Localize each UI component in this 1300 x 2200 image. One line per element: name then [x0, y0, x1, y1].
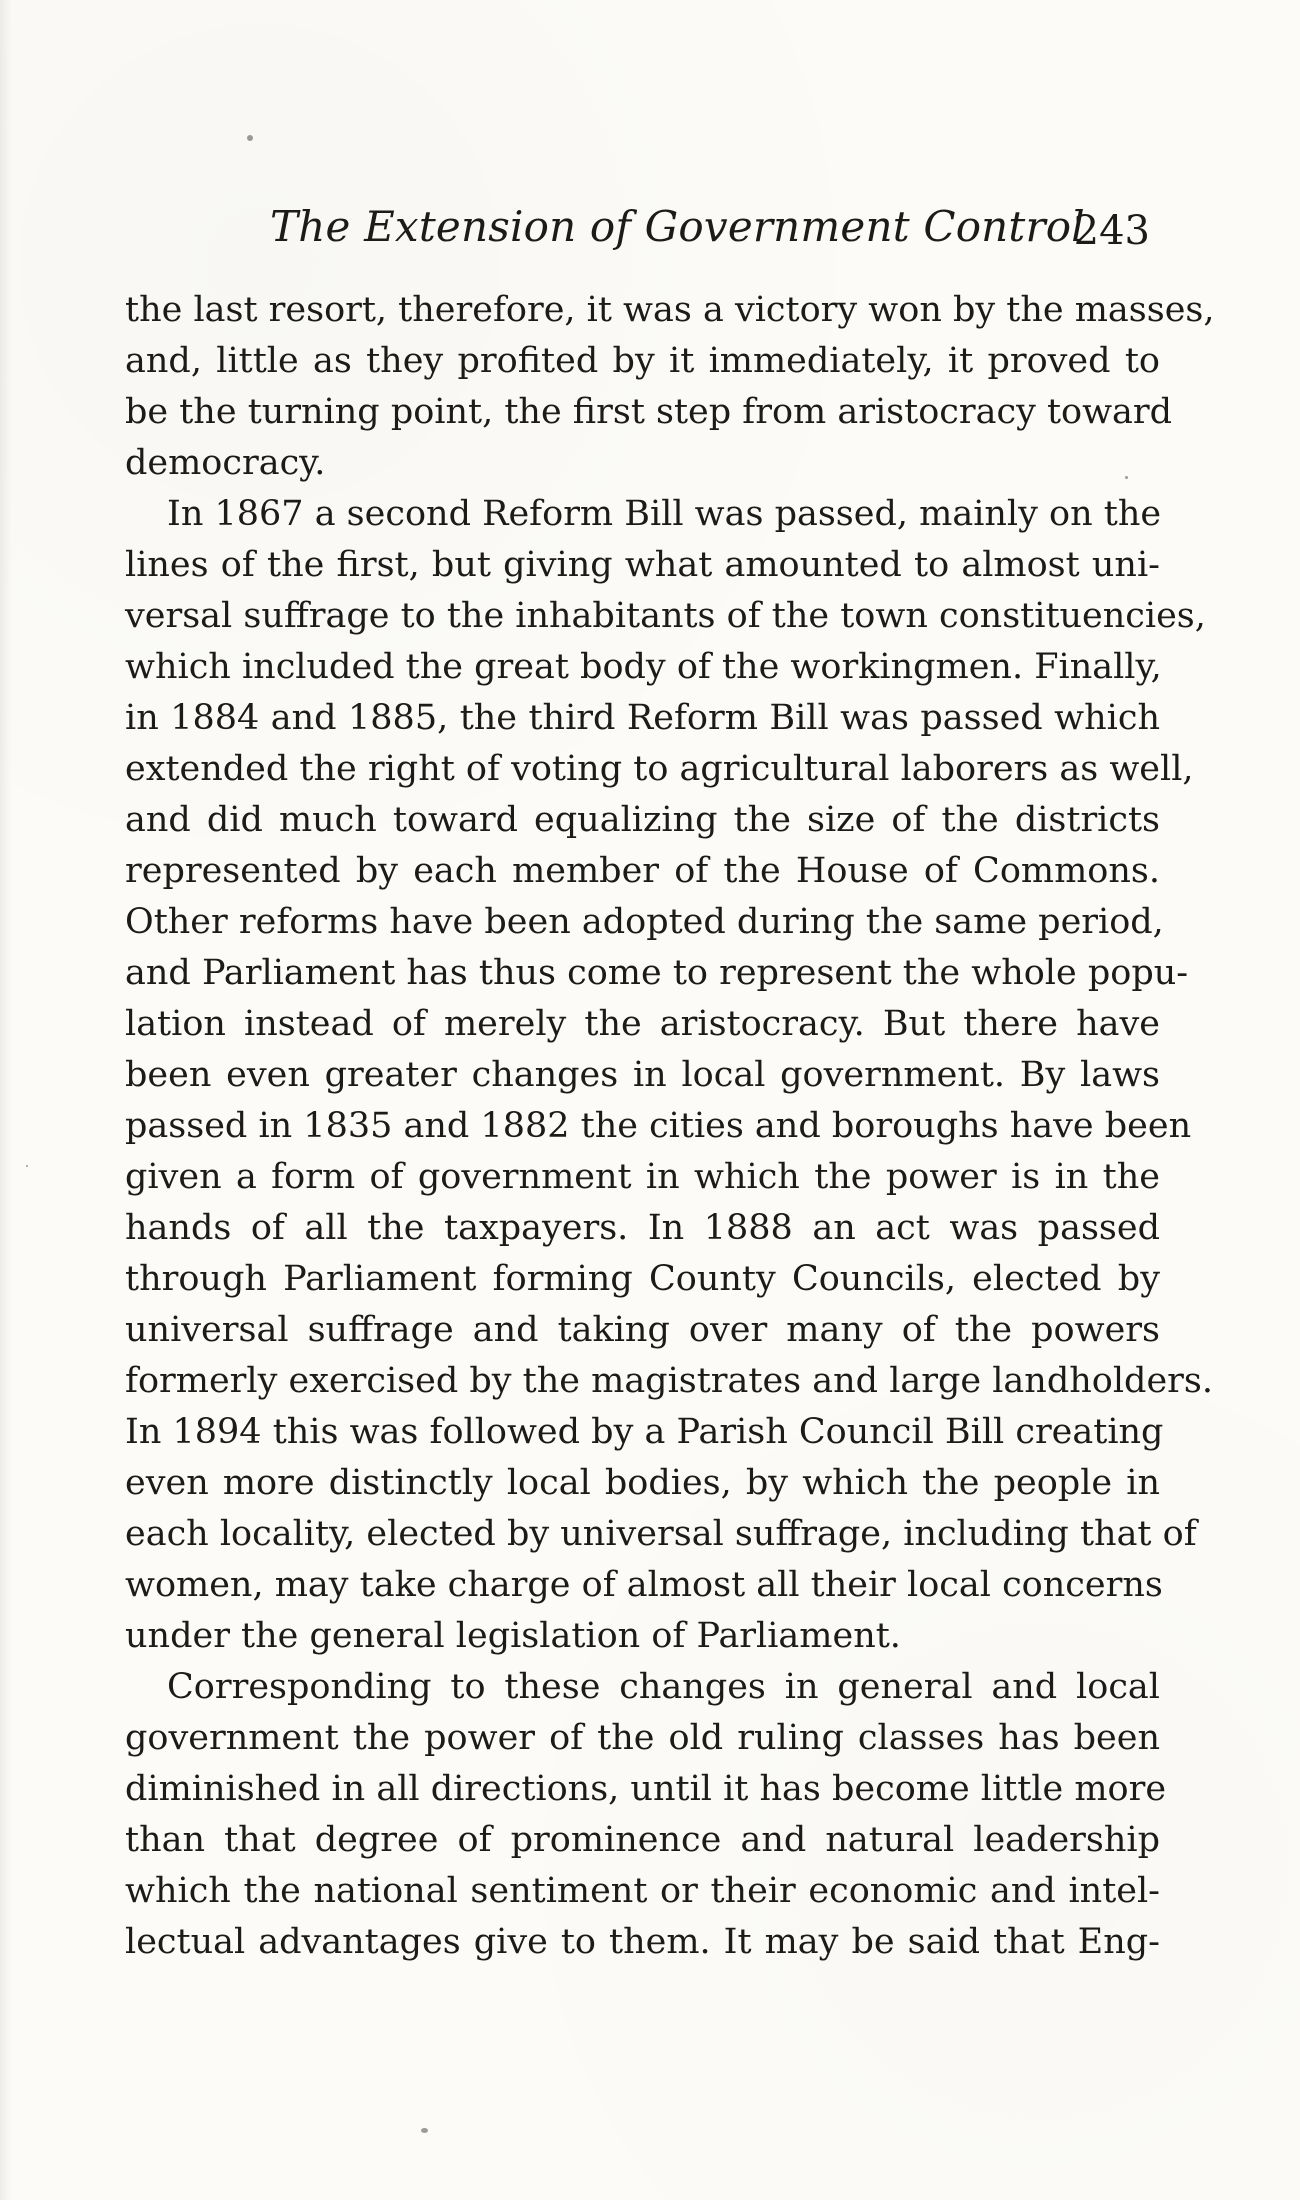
text-line: the last resort, therefore, it was a victory won by the masses,: [125, 290, 1215, 330]
text-line: women, may take charge of almost all their local concerns: [125, 1565, 1163, 1605]
text-line: and, little as they profited by it immediately, it proved to: [125, 341, 1160, 381]
text-line: formerly exercised by the magistrates and large landholders.: [125, 1361, 1213, 1401]
running-head: [270, 202, 1160, 258]
text-line: lines of the first, but giving what amounted to almost uni-: [125, 545, 1160, 585]
text-line: which included the great body of the workingmen. Finally,: [125, 647, 1162, 687]
text-line: In 1867 a second Reform Bill was passed, mainly on the: [167, 494, 1162, 534]
text-line: Corresponding to these changes in general and local: [167, 1667, 1160, 1707]
text-line: than that degree of prominence and natural leadership: [125, 1820, 1160, 1860]
text-line: represented by each member of the House of Commons.: [125, 851, 1160, 891]
text-line: lectual advantages give to them. It may be said that Eng-: [125, 1922, 1160, 1962]
paper-speck: [421, 2128, 428, 2133]
text-line: hands of all the taxpayers. In 1888 an act was passed: [125, 1208, 1160, 1248]
text-line: through Parliament forming County Councils, elected by: [125, 1259, 1160, 1299]
text-line: under the general legislation of Parliament.: [125, 1616, 901, 1656]
text-line: In 1894 this was followed by a Parish Council Bill creating: [125, 1412, 1164, 1452]
text-line: even more distinctly local bodies, by which the people in: [125, 1463, 1160, 1503]
text-line: and Parliament has thus come to represent the whole popu-: [125, 953, 1189, 993]
text-line: passed in 1835 and 1882 the cities and boroughs have been: [125, 1106, 1192, 1146]
text-line: in 1884 and 1885, the third Reform Bill was passed which: [125, 698, 1160, 738]
paper-speck: [247, 135, 253, 141]
paper-speck: [26, 1165, 28, 1167]
text-line: lation instead of merely the aristocracy. But there have: [125, 1004, 1160, 1044]
text-line: government the power of the old ruling classes has been: [125, 1718, 1160, 1758]
text-line: and did much toward equalizing the size of the districts: [125, 800, 1160, 840]
text-line: universal suffrage and taking over many of the powers: [125, 1310, 1160, 1350]
running-title: The Extension of Government Control: [270, 202, 1085, 251]
text-line: which the national sentiment or their economic and intel-: [125, 1871, 1160, 1911]
text-line: versal suffrage to the inhabitants of the town constituencies,: [125, 596, 1206, 636]
text-line: democracy.: [125, 443, 326, 483]
text-line: be the turning point, the first step from aristocracy toward: [125, 392, 1173, 432]
text-line: been even greater changes in local government. By laws: [125, 1055, 1160, 1095]
body-text: [125, 285, 1215, 1968]
text-line: diminished in all directions, until it has become little more: [125, 1769, 1167, 1809]
text-line: Other reforms have been adopted during the same period,: [125, 902, 1164, 942]
text-line: extended the right of voting to agricultural laborers as well,: [125, 749, 1194, 789]
page-number: 243: [1073, 208, 1150, 254]
text-line: given a form of government in which the power is in the: [125, 1157, 1160, 1197]
text-line: each locality, elected by universal suffrage, including that of: [125, 1514, 1197, 1554]
